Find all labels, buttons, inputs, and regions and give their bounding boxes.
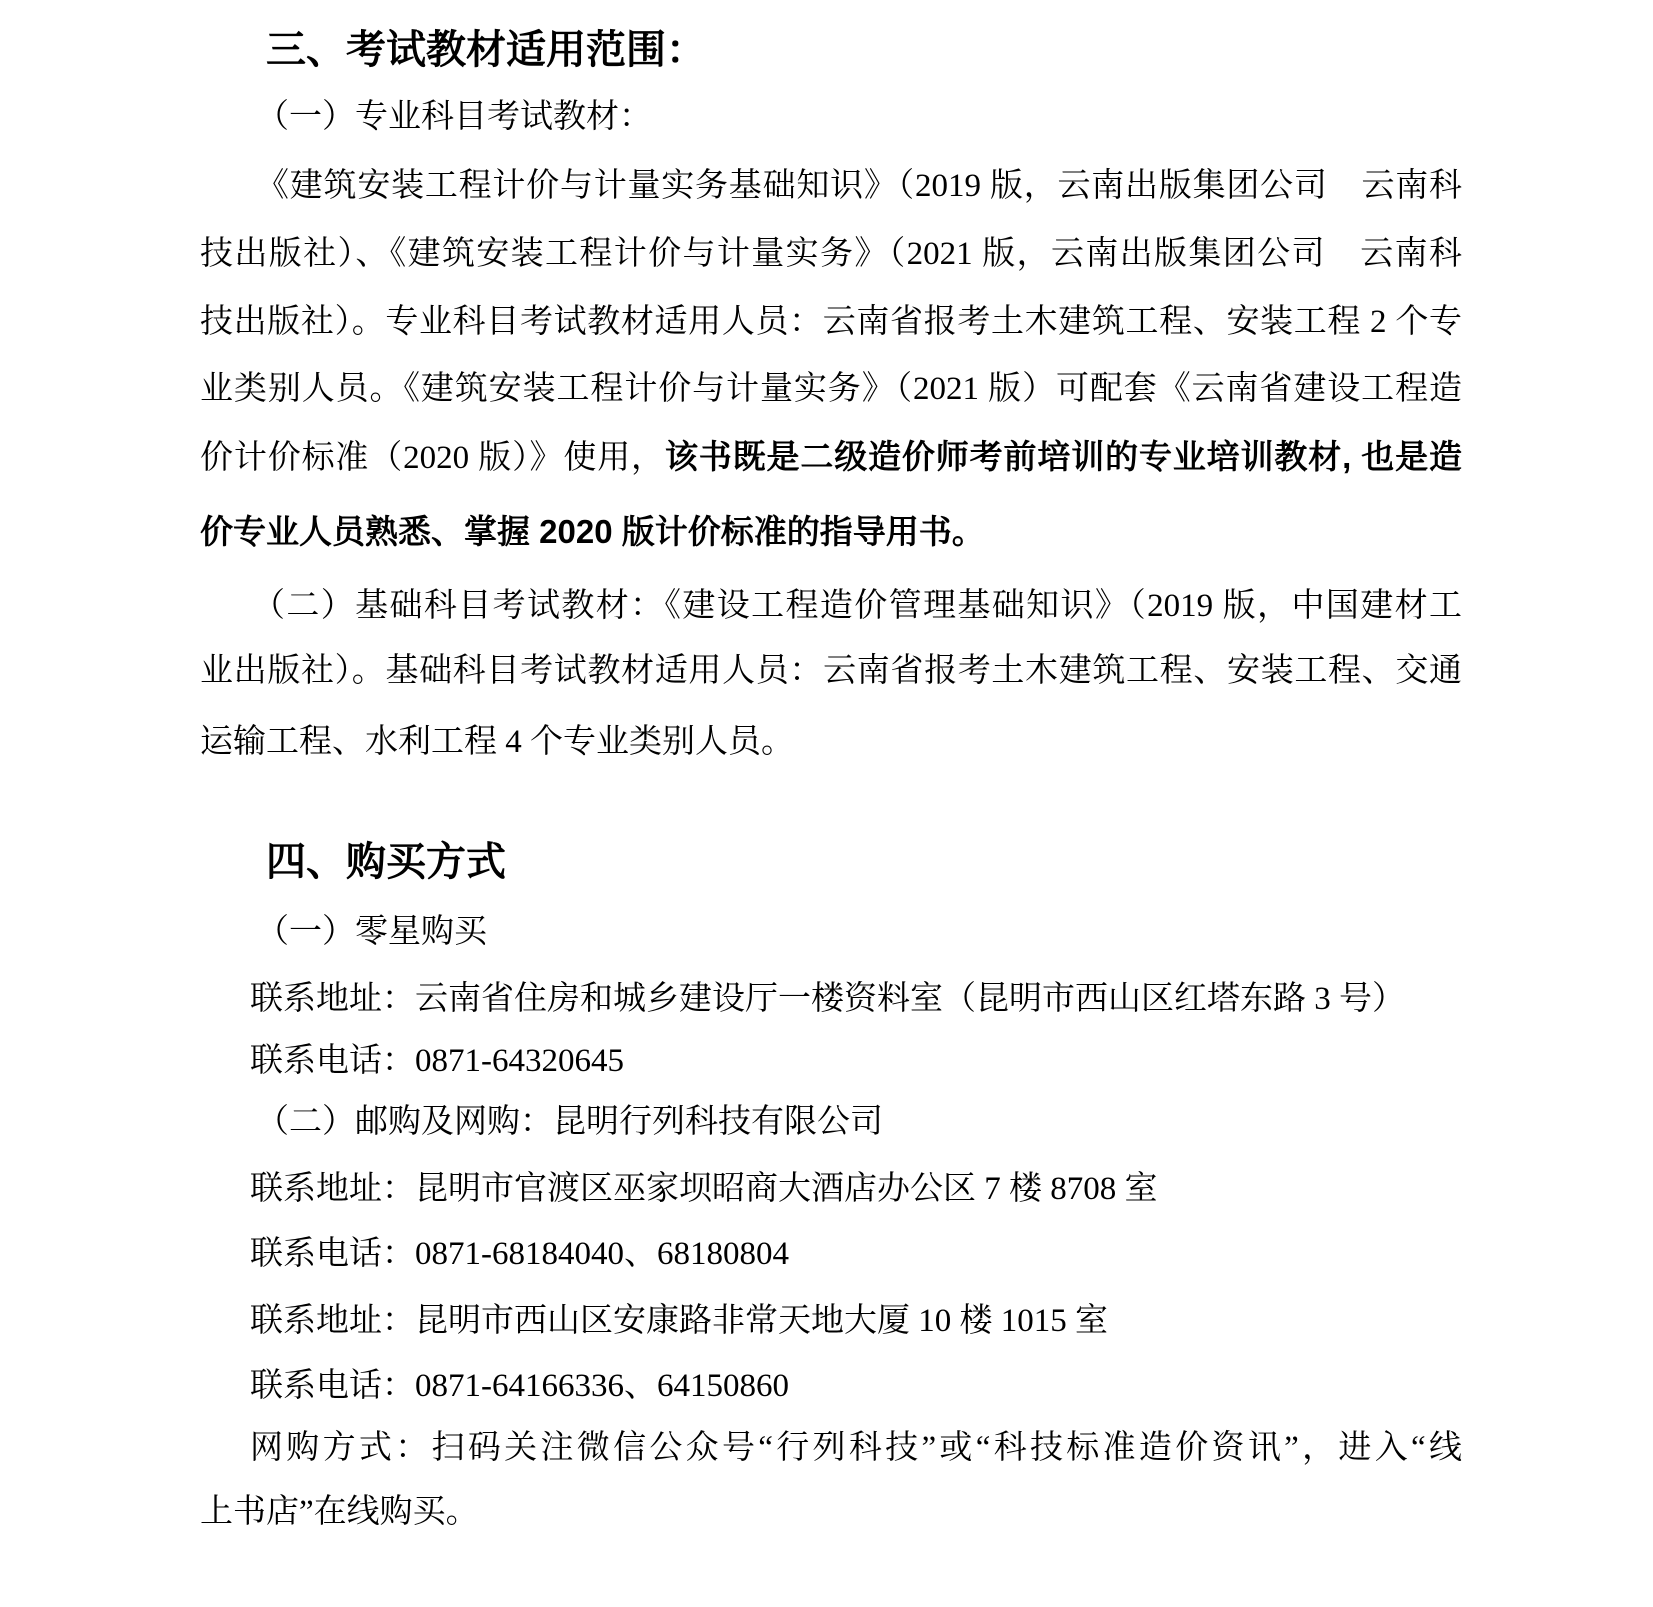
mail-contact-phone-2: 联系电话：0871-64166336、64150860 <box>250 1368 789 1404</box>
mail-contact-phone-1: 联系电话：0871-68184040、68180804 <box>250 1236 789 1272</box>
professional-textbook-line-5-bold-text: 该书既是二级造价师考前培训的专业培训教材, 也是造 <box>664 438 1463 475</box>
section-three-item-one-label: （一）专业科目考试教材： <box>256 99 652 135</box>
basic-textbook-line-3: 运输工程、水利工程 4 个专业类别人员。 <box>200 724 794 760</box>
professional-textbook-line-2: 技出版社）、《建筑安装工程计价与计量实务》（2021 版，云南出版集团公司 云南科 <box>200 236 1462 272</box>
professional-textbook-line-4: 业类别人员。《建筑安装工程计价与计量实务》（2021 版）可配套《云南省建设工程造 <box>200 371 1462 407</box>
online-purchase-line-1: 网购方式：扫码关注微信公众号“行列科技”或“科技标准造价资讯”，进入“线 <box>250 1430 1462 1466</box>
online-purchase-line-2: 上书店”在线购买。 <box>200 1494 479 1530</box>
professional-textbook-line-1: 《建筑安装工程计价与计量实务基础知识》（2019 版，云南出版集团公司 云南科 <box>256 168 1462 204</box>
mail-contact-address-2: 联系地址：昆明市西山区安康路非常天地大厦 10 楼 1015 室 <box>250 1303 1108 1339</box>
retail-contact-phone: 联系电话：0871-64320645 <box>250 1043 624 1079</box>
basic-textbook-line-1: （二）基础科目考试教材：《建设工程造价管理基础知识》（2019 版，中国建材工 <box>252 588 1462 624</box>
mail-contact-address-1: 联系地址：昆明市官渡区巫家坝昭商大酒店办公区 7 楼 8708 室 <box>250 1171 1158 1207</box>
section-four-heading: 四、购买方式 <box>266 840 506 884</box>
professional-textbook-line-6 <box>200 512 1462 553</box>
retail-purchase-label: （一）零星购买 <box>256 914 487 950</box>
professional-textbook-line-6-bold-text: 价专业人员熟悉、掌握 2020 版计价标准的指导用书。 <box>200 513 985 550</box>
basic-textbook-line-2: 业出版社）。基础科目考试教材适用人员：云南省报考土木建筑工程、安装工程、交通 <box>200 653 1462 689</box>
section-three-heading: 三、考试教材适用范围： <box>266 28 706 72</box>
retail-contact-address: 联系地址：云南省住房和城乡建设厅一楼资料室（昆明市西山区红塔东路 3 号） <box>250 981 1405 1017</box>
professional-textbook-line-5-normal-text: 价计价标准（2020 版）》使用， <box>200 440 665 476</box>
mail-online-purchase-label: （二）邮购及网购：昆明行列科技有限公司 <box>256 1104 883 1140</box>
professional-textbook-line-5 <box>200 437 1462 478</box>
professional-textbook-line-3: 技出版社）。专业科目考试教材适用人员：云南省报考土木建筑工程、安装工程 2 个专 <box>200 304 1462 340</box>
